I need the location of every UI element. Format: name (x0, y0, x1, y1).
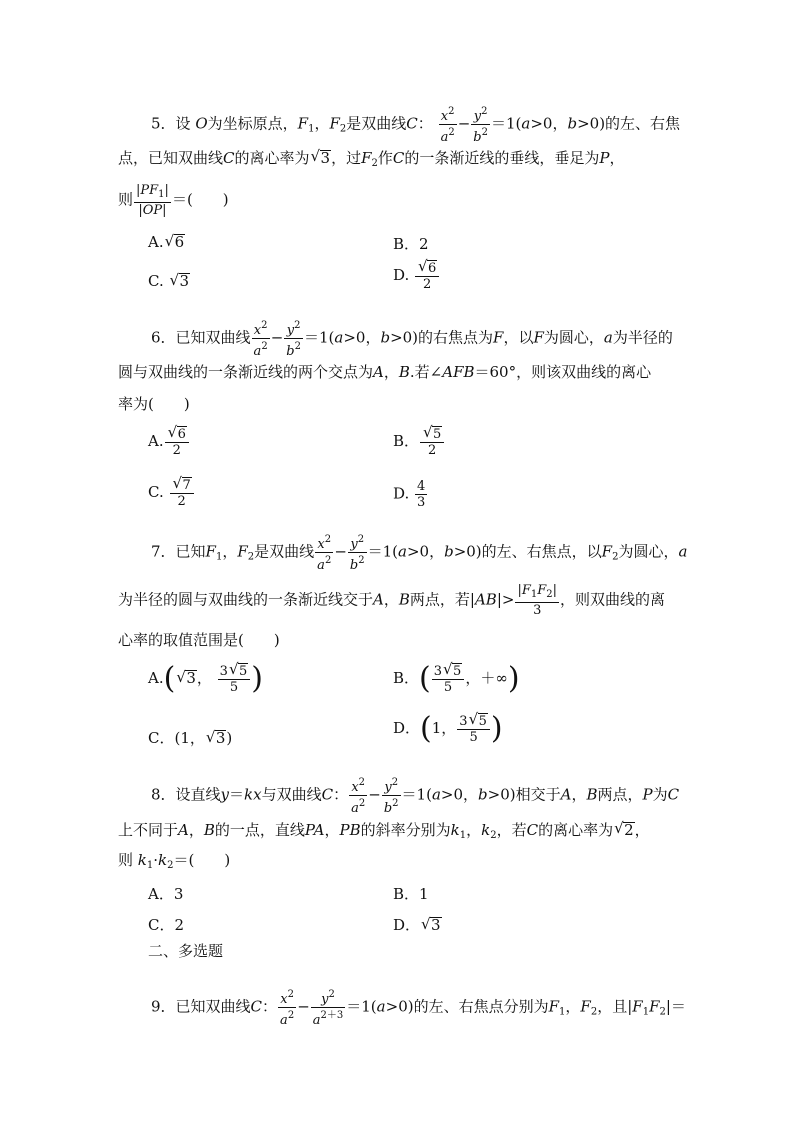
q8-line1: 8．设直线y＝kx与双曲线C： $\frac{x^2}{a^2}$ − $\frac{y^2}{b^2}$ ＝1(a>0，b>0)相交于A，B两点，P为C (151, 777, 680, 816)
q5-line2: 点，已知双曲线C的离心率为√ 3，过$F_2$作C的一条渐近线的垂线，垂足为P， (118, 150, 625, 169)
q6-line1: 6．已知双曲线 $\frac{x^2}{a^2}$ − $\frac{y^2}{b^2}$ ＝1(a>0，b>0)的右焦点为F，以F为圆心，a为半径的 (151, 320, 673, 359)
q7-option-b[interactable]: B．( $\frac{3√ 5}{5}$ ，＋∞) (393, 663, 520, 695)
q5-line1: 5．设 O为坐标原点，$F_1$，$F_2$是双曲线C： $\frac{x^2}{a^2}$ − $\frac{y^2}{b^2}$ ＝1(a>0，b>0)的左、右焦 (151, 106, 681, 145)
section-heading-multiple-choice: 二、多选题 (148, 942, 224, 960)
q6-option-b[interactable]: B． √ $\frac{5}{2}$ (393, 426, 445, 458)
q7-line2: 为半径的圆与双曲线的一条渐近线交于A，B两点，若|AB|> $\frac{|F_1F_2|}{3}$ ，则双曲线的离 (118, 583, 666, 618)
q6-line3: 率为( ) (118, 395, 190, 413)
q6-line2: 圆与双曲线的一条渐近线的两个交点为A，B.若∠AFB＝60°，则该双曲线的离心 (118, 363, 652, 381)
q5-option-d[interactable]: D. √ $\frac{6}{2}$ (393, 260, 440, 292)
q8-option-b[interactable]: B．1 (393, 885, 429, 903)
q7-line3: 心率的取值范围是( ) (118, 631, 280, 649)
q5-option-c[interactable]: C. √ 3 (148, 272, 190, 290)
q6-option-c[interactable]: C. √ $\frac{7}{2}$ (148, 477, 195, 509)
q6-option-d[interactable]: D. $\frac{4}{3}$ (393, 479, 426, 510)
q7-option-a[interactable]: A.(√ 3， $\frac{3√ 5}{5}$ ) (148, 663, 263, 695)
ratio-pf1-op: $\frac{|PF_1|}{|OP|}$ (136, 183, 169, 218)
q8-line2: 上不同于A，B的一点，直线PA，PB的斜率分别为$k_1$，$k_2$，若C的离心率为√ 2， (118, 822, 650, 841)
q7-line1: 7．已知$F_1$，$F_2$是双曲线 $\frac{x^2}{a^2}$ − $\frac{y^2}{b^2}$ ＝1(a>0，b>0)的左、右焦点，以$F_2$为圆心，a (151, 534, 688, 573)
hyperbola-y-term: $\frac{y^2}{b^2}$ (473, 106, 488, 145)
q8-option-a[interactable]: A．3 (148, 885, 184, 903)
q6-option-a[interactable]: A. √ $\frac{6}{2}$ (148, 426, 190, 458)
q8-option-d[interactable]: D．√ 3 (393, 914, 442, 935)
hyperbola-x-term: $\frac{x^2}{a^2}$ (440, 106, 455, 145)
q5-option-b[interactable]: B．2 (393, 235, 429, 253)
q9-line1: 9．已知双曲线C： $\frac{x^2}{a^2}$ − $\frac{y^2}{a^{2+3}}$ ＝1(a>0)的左、右焦点分别为$F_1$，$F_2$，且$|F_1F_2|=$ (151, 989, 686, 1028)
q8-option-c[interactable]: C．2 (148, 916, 185, 934)
q7-option-c[interactable]: C．(1，√ 3) (148, 727, 232, 748)
q5-option-a[interactable]: A.√ 6 (148, 233, 185, 251)
q7-option-d[interactable]: D．(1， $\frac{3√ 5}{5}$ ) (393, 713, 503, 745)
q8-line3: 则 $k_1\cdot k_2=$( ) (118, 851, 231, 871)
q5-line3: 则 $\frac{|PF_1|}{|OP|}$ ＝( ) (118, 183, 229, 218)
sqrt-3: √ 3 (311, 150, 332, 166)
